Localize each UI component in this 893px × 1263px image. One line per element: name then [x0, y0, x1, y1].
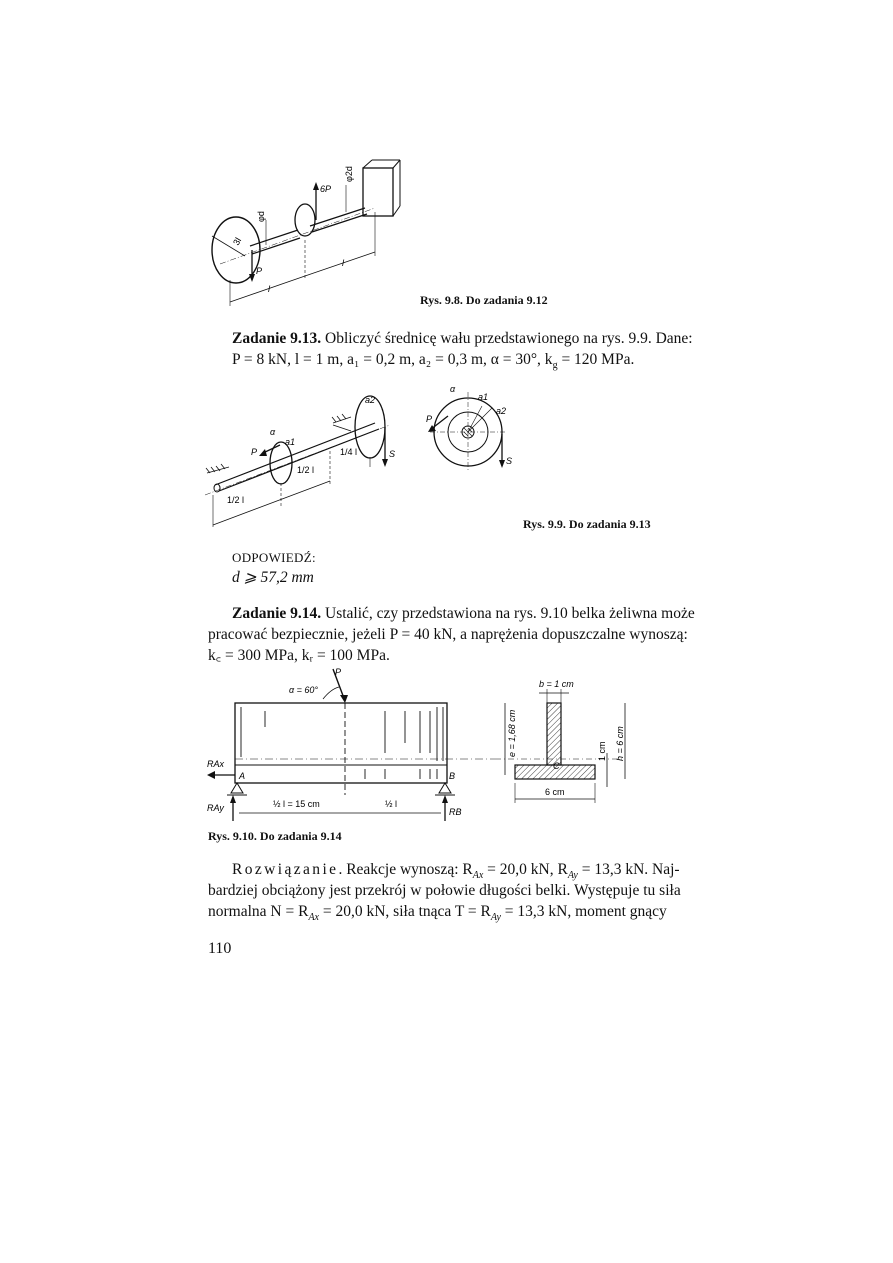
figure-9-8 — [200, 150, 420, 310]
small-disc — [295, 204, 315, 236]
section-web — [547, 703, 561, 765]
fig98-label-3l: 3l — [231, 235, 244, 247]
figure-9-10-beam — [205, 665, 495, 825]
solution-text1a: . Reakcje wynoszą: R — [338, 861, 473, 878]
fig910-label-w: 6 cm — [545, 787, 565, 797]
solution-text3b: = 20,0 kN, siła tnąca T = R — [318, 903, 491, 920]
task914-line3: k꜀ = 300 MPa, kᵣ = 100 MPa. — [208, 647, 390, 664]
fig98-label-P: P — [256, 266, 263, 276]
fig99r-label-a1: a1 — [478, 392, 489, 402]
solution-sub-ax2: Ax — [308, 912, 319, 924]
fig910-label-t: 1 cm — [597, 741, 607, 761]
fig98-label-l2: l — [342, 258, 344, 268]
fig910-label-h: h = 6 cm — [615, 726, 625, 761]
fig910-label-span2: ½ l — [385, 799, 398, 809]
figure-9-9-right — [420, 378, 525, 488]
task913-sub: g — [552, 360, 558, 372]
answer-value: d ⩾ 57,2 mm — [232, 569, 314, 586]
fig910-label-RAy: RAy — [207, 803, 224, 813]
figure-9-10-section — [495, 675, 645, 810]
task914-line1 — [232, 603, 695, 624]
fig910-caption: Rys. 9.10. Do zadania 9.14 — [208, 829, 342, 843]
fig99-label-S: S — [389, 449, 396, 459]
fig910-label-P: P — [335, 667, 342, 677]
wall-block — [363, 168, 393, 216]
task914-line2: pracować bezpiecznie, jeżeli P = 40 kN, a naprężenia dopuszczalne wynoszą: — [208, 626, 688, 643]
fig99-label-a2: a2 — [365, 395, 376, 405]
fig99r-label-S: S — [506, 456, 513, 466]
solution-text1c: = 13,3 kN. Naj- — [577, 861, 680, 878]
solution-lead: Rozwiązanie — [232, 861, 339, 878]
fig99-label-a1: a1 — [285, 437, 296, 447]
fig99-label-P: P — [251, 447, 258, 457]
task913-line1 — [232, 328, 692, 349]
task913-text2: P = 8 kN, l = 1 m, a₁ = 0,2 m, a₂ = 0,3 m, α = 30°, k — [232, 351, 553, 368]
fig99r-label-P: P — [426, 414, 433, 424]
fig98-label-l1: l — [268, 284, 270, 294]
fig99r-label-alpha: α — [450, 384, 456, 394]
large-disc — [212, 217, 263, 283]
solution-line3 — [208, 901, 667, 928]
fig98-label-2d: φ2d — [344, 166, 354, 182]
figure-9-9-left — [205, 385, 405, 530]
fig99-label-quarter: 1/4 l — [340, 447, 358, 457]
fig99-label-half1: 1/2 l — [227, 495, 245, 505]
task913-title: Zadanie 9.13. — [232, 330, 322, 347]
fig98-caption: Rys. 9.8. Do zadania 9.12 — [420, 293, 548, 307]
fig99-caption: Rys. 9.9. Do zadania 9.13 — [523, 517, 651, 531]
fig910-label-span1: ½ l = 15 cm — [273, 799, 320, 809]
answer-label: ODPOWIEDŹ: — [232, 550, 316, 565]
fig910-label-e: e = 1,68 cm — [507, 709, 517, 757]
task914-text1: Ustalić, czy przedstawiona na rys. 9.10 belka żeliwna może — [321, 605, 695, 622]
solution-sub-ax1: Ax — [472, 870, 484, 882]
fig98-label-6P: 6P — [320, 184, 332, 194]
task913-line2 — [232, 349, 634, 376]
solution-sub-ay2: Ay — [490, 912, 501, 924]
disc-right — [355, 396, 385, 458]
fig98-label-d: φd — [256, 211, 266, 222]
task914-title: Zadanie 9.14. — [232, 605, 322, 622]
task913-text2-end: = 120 MPa. — [557, 351, 635, 368]
fig99-label-half2: 1/2 l — [297, 465, 315, 475]
fig99-label-alpha: α — [270, 427, 276, 437]
solution-line2: bardziej obciążony jest przekrój w połowie długości belki. Występuje tu siła — [208, 882, 681, 899]
fig910-label-B: B — [449, 771, 456, 781]
fig910-label-b: b = 1 cm — [539, 679, 574, 689]
solution-text3a: normalna N = R — [208, 903, 309, 920]
fig910-label-RAx: RAx — [207, 759, 225, 769]
page-number: 110 — [208, 940, 232, 957]
solution-text3c: = 13,3 kN, moment gnący — [500, 903, 667, 920]
solution-text1b: = 20,0 kN, R — [483, 861, 568, 878]
fig910-label-A: A — [239, 771, 246, 781]
fig910-label-C: C — [553, 761, 560, 771]
fig910-label-alpha: α = 60° — [289, 685, 318, 695]
fig99r-label-a2: a2 — [496, 406, 507, 416]
solution-sub-ay1: Ay — [567, 870, 578, 882]
task913-text1: Obliczyć średnicę wału przedstawionego na rys. 9.9. Dane: — [321, 330, 693, 347]
fig910-label-RB: RB — [449, 807, 462, 817]
beam — [235, 703, 447, 783]
